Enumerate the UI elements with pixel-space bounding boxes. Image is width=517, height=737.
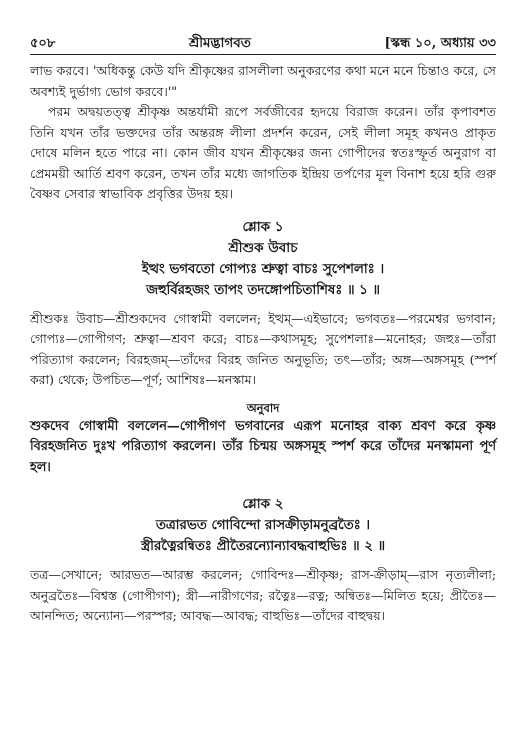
sloka-1-translation-heading: অনুবাদ (246, 400, 280, 415)
book-title: শ্রীমদ্ভাগবত (188, 35, 251, 51)
chapter-reference: [স্কন্ধ ১০, অধ্যায় ৩৩ (384, 36, 496, 51)
sloka-1-verse-line-2: জহুর্বিরহজং তাপং তদঙ্গোপচিতাশিষঃ ॥ ১ ॥ (146, 282, 380, 298)
sloka-1-speaker: শ্রীশুক উবাচ (228, 239, 298, 256)
sloka-1-heading: শ্লোক ১ (242, 218, 284, 235)
page-header (30, 32, 496, 50)
sloka-1-translation: শুকদেব গোস্বামী বললেন—গোপীগণ ভগবানের এরূপ মনোহর বাক্য শ্রবণ করে কৃষ্ণ বিরহজনিত দুঃখ পরিত্যাগ করলেন। তাঁর চিন্ময় অঙ্গসমূহ স্পর্শ করে তাঁদের মনস্কামনা পূর্ণ হল। (30, 418, 496, 475)
sloka-1-verse-line-1: ইত্থং ভগবতো গোপ্যঃ শ্রুত্বা বাচঃ সুপেশলাঃ । (141, 261, 385, 277)
intro-paragraph-2: পরম অদ্বয়তত্ত্ব শ্রীকৃষ্ণ অন্তর্যামী রূপে সর্বজীবের হৃদয়ে বিরাজ করেন। তাঁর কৃপাবশত তিনি যখন তাঁর ভক্তদের তাঁর অন্তরঙ্গ লীলা প্রদর্শন করেন, সেই লীলা সমূহ কখনও প্রাকৃত দোষে মলিন হতে পারে না। কোন জীব যখন শ্রীকৃষ্ণের জন্য গোপীদের স্বতঃস্ফূর্ত অনুরাগ বা প্রেমময়ী আর্তি শ্রবণ করেন, তখন তাঁর মধ্যে জাগতিক ইন্দ্রিয় তর্পণের মূল বিনাশ হয়ে হরি গুরু বৈষ্ণব সেবার স্বাভাবিক প্রবৃত্তির উদয় হয়। (30, 104, 496, 201)
page-number: ৫০৮ (30, 36, 56, 51)
sloka-2-verse-line-2: স্ত্রীরত্নৈরন্বিতঃ প্রীতৈরন্যোন্যাবদ্ধবাহুভিঃ ॥ ২ ॥ (141, 539, 385, 554)
sloka-1-synonyms: শ্রীশুকঃ উবাচ—শ্রীশুকদেব গোস্বামী বললেন; ইত্থম্—এইভাবে; ভগবতঃ—পরমেশ্বর ভগবান; গোপ্যঃ—গোপীগণ; শ্রুত্বা—শ্রবণ করে; বাচঃ—কথাসমূহ; সুপেশলাঃ—মনোহর; জহুঃ—তাঁরা পরিত্যাগ করলেন; বিরহজম্—তাঁদের বিরহ জনিত অনুভূতি; তৎ—তাঁর; অঙ্গ—অঙ্গসমূহ (স্পর্শ করা) থেকে; উপচিত—পূর্ণ; আশিষঃ—মনস্কাম। (30, 310, 496, 387)
sloka-2-verse-line-1: তত্রারভত গোবিন্দো রাসক্রীড়ামনুব্রতৈঃ । (155, 518, 371, 533)
sloka-2-synonyms: তত্র—সেখানে; আরভত—আরম্ভ করলেন; গোবিন্দঃ—শ্রীকৃষ্ণ; রাস-ক্রীড়াম্—রাস নৃত্যলীলা; অনুব্রতৈঃ—বিশ্বস্ত (গোপীগণ); স্ত্রী—নারীগণের; রত্নৈঃ—রত্ন; অন্বিতঃ—মিলিত হয়ে; প্রীতৈঃ—আনন্দিত; অন্যোন্য—পরস্পর; আবদ্ধ—আবদ্ধ; বাহুভিঃ—তাঁদের বাহুদ্বয়। (30, 567, 496, 623)
sloka-2-heading: শ্লোক ২ (242, 496, 284, 512)
intro-paragraph-1: লাভ করবে। 'অধিকন্তু কেউ যদি শ্রীকৃষ্ণের রাসলীলা অনুকরণের কথা মনে মনে চিন্তাও করে, সে অবশ্যই দুর্ভাগ্য ভোগ করবে।'" (30, 63, 496, 99)
page (30, 32, 496, 627)
